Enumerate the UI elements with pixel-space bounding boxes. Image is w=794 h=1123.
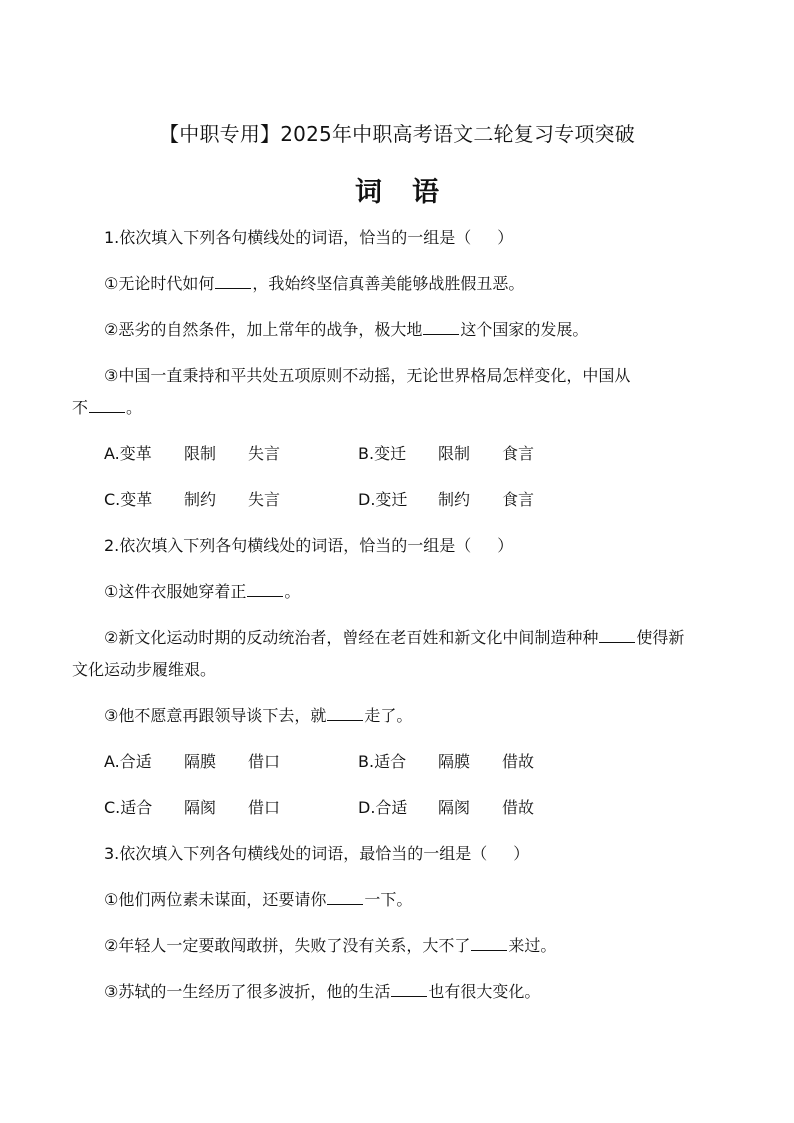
option-word: 借口	[248, 752, 281, 771]
sentence-text: 使得新	[636, 628, 685, 647]
option-word: 隔膜	[438, 752, 471, 771]
option-word: 隔膜	[184, 752, 217, 771]
question-1-stem-close: ）	[497, 228, 514, 247]
question-3-stem	[104, 844, 529, 864]
sentence-text: ①他们两位素未谋面，还要请你	[104, 890, 327, 909]
option-word: C.变革	[104, 490, 153, 509]
fill-blank	[327, 706, 363, 721]
option-word: 失言	[248, 490, 281, 509]
sentence-text: 这个国家的发展。	[460, 320, 589, 339]
sentence-text: ③他不愿意再跟领导谈下去，就	[104, 706, 327, 725]
question-2-sentence-1	[104, 582, 300, 602]
question-3-stem-text: 3.依次填入下列各句横线处的词语，最恰当的一组是（	[104, 844, 488, 863]
question-2-option-c	[104, 798, 280, 818]
sentence-text: 来过。	[508, 936, 557, 955]
sentence-text: ①这件衣服她穿着正	[104, 582, 247, 601]
sentence-text: 。	[284, 582, 301, 601]
fill-blank	[247, 582, 283, 597]
option-word: A.合适	[104, 752, 152, 771]
sentence-text: 不	[72, 398, 89, 417]
question-3-sentence-1	[104, 890, 412, 910]
question-1-sentence-1	[104, 274, 524, 294]
sentence-text: ，我始终坚信真善美能够战胜假丑恶。	[252, 274, 525, 293]
question-1-stem	[104, 228, 513, 248]
option-word: 隔阂	[184, 798, 217, 817]
option-word: 限制	[184, 444, 217, 463]
sentence-text: 一下。	[364, 890, 413, 909]
question-2-option-a	[104, 752, 280, 772]
fill-blank	[327, 890, 363, 905]
sentence-text: 也有很大变化。	[428, 982, 541, 1001]
question-3-sentence-3	[104, 982, 540, 1002]
option-word: C.适合	[104, 798, 153, 817]
sentence-text: ②新文化运动时期的反动统治者，曾经在老百姓和新文化中间制造种种	[104, 628, 599, 647]
question-2-stem-text: 2.依次填入下列各句横线处的词语，恰当的一组是（	[104, 536, 472, 555]
page-subtitle: 词语	[355, 177, 469, 208]
question-2-sentence-3	[104, 706, 412, 726]
option-word: D.变迁	[358, 490, 408, 509]
option-word: 隔阂	[438, 798, 471, 817]
question-1-option-a	[104, 444, 280, 464]
option-word: A.变革	[104, 444, 152, 463]
question-2-stem	[104, 536, 513, 556]
question-2-stem-close: ）	[497, 536, 514, 555]
question-1-sentence-2	[104, 320, 588, 340]
option-word: 失言	[248, 444, 281, 463]
question-1-option-b	[358, 444, 534, 464]
sentence-text: ②恶劣的自然条件，加上常年的战争，极大地	[104, 320, 423, 339]
question-3-stem-close: ）	[513, 844, 530, 863]
sentence-text: 走了。	[364, 706, 413, 725]
fill-blank	[471, 936, 507, 951]
question-1-option-c	[104, 490, 280, 510]
sentence-text: ②年轻人一定要敢闯敢拼，失败了没有关系，大不了	[104, 936, 471, 955]
question-2-option-b	[358, 752, 534, 772]
option-word: D.合适	[358, 798, 408, 817]
sentence-text: ①无论时代如何	[104, 274, 215, 293]
option-word: B.适合	[358, 752, 407, 771]
question-1-sentence-3-cont	[72, 398, 142, 418]
question-2-sentence-2-cont: 文化运动步履维艰。	[72, 660, 217, 679]
option-word: 借故	[502, 752, 535, 771]
sentence-text: ③苏轼的一生经历了很多波折，他的生活	[104, 982, 391, 1001]
option-word: 食言	[502, 444, 535, 463]
fill-blank	[89, 398, 125, 413]
fill-blank	[391, 982, 427, 997]
option-word: 借故	[502, 798, 535, 817]
page-title: 【中职专用】2025年中职高考语文二轮复习专项突破	[159, 122, 635, 146]
question-2-sentence-2	[104, 628, 684, 648]
question-1-option-d	[358, 490, 534, 510]
sentence-text: 。	[126, 398, 143, 417]
option-word: 食言	[502, 490, 535, 509]
option-word: 借口	[248, 798, 281, 817]
question-1-sentence-3: ③中国一直秉持和平共处五项原则不动摇，无论世界格局怎样变化，中国从	[104, 366, 631, 385]
fill-blank	[215, 274, 251, 289]
question-1-stem-text: 1.依次填入下列各句横线处的词语，恰当的一组是（	[104, 228, 472, 247]
option-word: 制约	[184, 490, 217, 509]
question-2-option-d	[358, 798, 534, 818]
option-word: B.变迁	[358, 444, 407, 463]
fill-blank	[423, 320, 459, 335]
fill-blank	[599, 628, 635, 643]
option-word: 限制	[438, 444, 471, 463]
option-word: 制约	[438, 490, 471, 509]
question-3-sentence-2	[104, 936, 556, 956]
